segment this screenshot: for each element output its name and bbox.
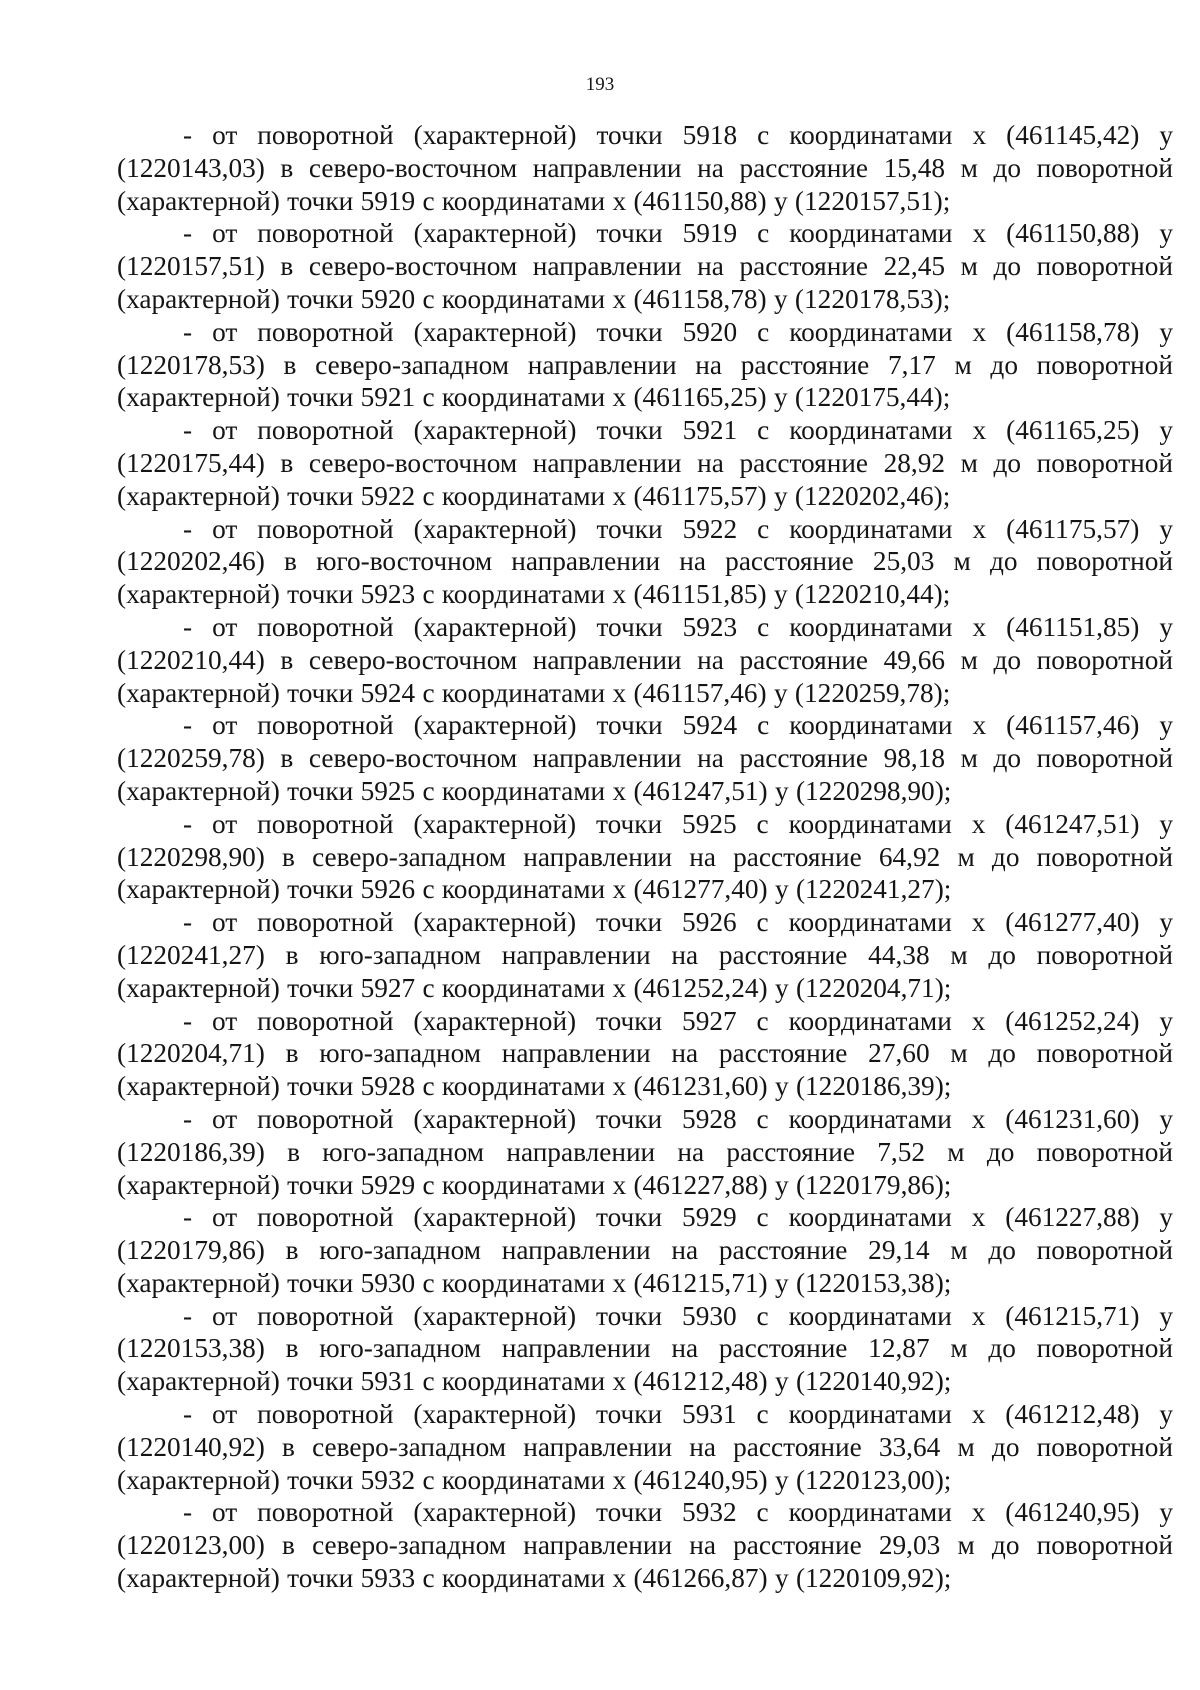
boundary-point-paragraph: - от поворотной (характерной) точки 5928 с координатами х (461231,60) у (1220186,39) в юго-западном направлении на расстояние 7,52 м до поворотной (характерной) точки 5929 с координатами х (461227,88) у (1220179,86); <box>117 1103 1173 1200</box>
boundary-point-paragraph: - от поворотной (характерной) точки 5932 с координатами х (461240,95) у (1220123,00) в северо-западном направлении на расстояние 29,03 м до поворотной (характерной) точки 5933 с координатами х (461266,87) у (1220109,92); <box>117 1497 1173 1594</box>
boundary-point-paragraph: - от поворотной (характерной) точки 5929 с координатами х (461227,88) у (1220179,86) в юго-западном направлении на расстояние 29,14 м до поворотной (характерной) точки 5930 с координатами х (461215,71) у (1220153,38); <box>117 1202 1173 1298</box>
boundary-point-paragraph: - от поворотной (характерной) точки 5918 с координатами х (461145,42) у (1220143,03) в северо-восточном направлении на расстояние 15,48 м до поворотной (характерной) точки 5919 с координатами х (461150,88) у (1220157,51); <box>117 120 1173 216</box>
boundary-point-paragraph: - от поворотной (характерной) точки 5924 с координатами х (461157,46) у (1220259,78) в северо-восточном направлении на расстояние 98,18 м до поворотной (характерной) точки 5925 с координатами х (461247,51) у (1220298,90); <box>117 710 1173 806</box>
boundary-point-paragraph: - от поворотной (характерной) точки 5920 с координатами х (461158,78) у (1220178,53) в северо-западном направлении на расстояние 7,17 м до поворотной (характерной) точки 5921 с координатами х (461165,25) у (1220175,44); <box>117 316 1173 413</box>
boundary-point-paragraph: - от поворотной (характерной) точки 5930 с координатами х (461215,71) у (1220153,38) в юго-западном направлении на расстояние 12,87 м до поворотной (характерной) точки 5931 с координатами х (461212,48) у (1220140,92); <box>117 1300 1173 1397</box>
document-body <box>117 119 1173 1595</box>
boundary-point-paragraph: - от поворотной (характерной) точки 5919 с координатами х (461150,88) у (1220157,51) в северо-восточном направлении на расстояние 22,45 м до поворотной (характерной) точки 5920 с координатами х (461158,78) у (1220178,53); <box>117 218 1173 314</box>
boundary-point-paragraph: - от поворотной (характерной) точки 5931 с координатами х (461212,48) у (1220140,92) в северо-западном направлении на расстояние 33,64 м до поворотной (характерной) точки 5932 с координатами х (461240,95) у (1220123,00); <box>117 1399 1173 1495</box>
boundary-point-paragraph: - от поворотной (характерной) точки 5922 с координатами х (461175,57) у (1220202,46) в юго-восточном направлении на расстояние 25,03 м до поворотной (характерной) точки 5923 с координатами х (461151,85) у (1220210,44); <box>117 513 1173 610</box>
boundary-point-paragraph: - от поворотной (характерной) точки 5923 с координатами х (461151,85) у (1220210,44) в северо-восточном направлении на расстояние 49,66 м до поворотной (характерной) точки 5924 с координатами х (461157,46) у (1220259,78); <box>117 611 1173 708</box>
boundary-point-paragraph: - от поворотной (характерной) точки 5927 с координатами х (461252,24) у (1220204,71) в юго-западном направлении на расстояние 27,60 м до поворотной (характерной) точки 5928 с координатами х (461231,60) у (1220186,39); <box>117 1005 1173 1102</box>
boundary-point-paragraph: - от поворотной (характерной) точки 5926 с координатами х (461277,40) у (1220241,27) в юго-западном направлении на расстояние 44,38 м до поворотной (характерной) точки 5927 с координатами х (461252,24) у (1220204,71); <box>117 907 1173 1003</box>
boundary-point-paragraph: - от поворотной (характерной) точки 5925 с координатами х (461247,51) у (1220298,90) в северо-западном направлении на расстояние 64,92 м до поворотной (характерной) точки 5926 с координатами х (461277,40) у (1220241,27); <box>117 808 1173 905</box>
page-number: 193 <box>585 74 615 95</box>
boundary-point-paragraph: - от поворотной (характерной) точки 5921 с координатами х (461165,25) у (1220175,44) в северо-восточном направлении на расстояние 28,92 м до поворотной (характерной) точки 5922 с координатами х (461175,57) у (1220202,46); <box>117 415 1173 511</box>
